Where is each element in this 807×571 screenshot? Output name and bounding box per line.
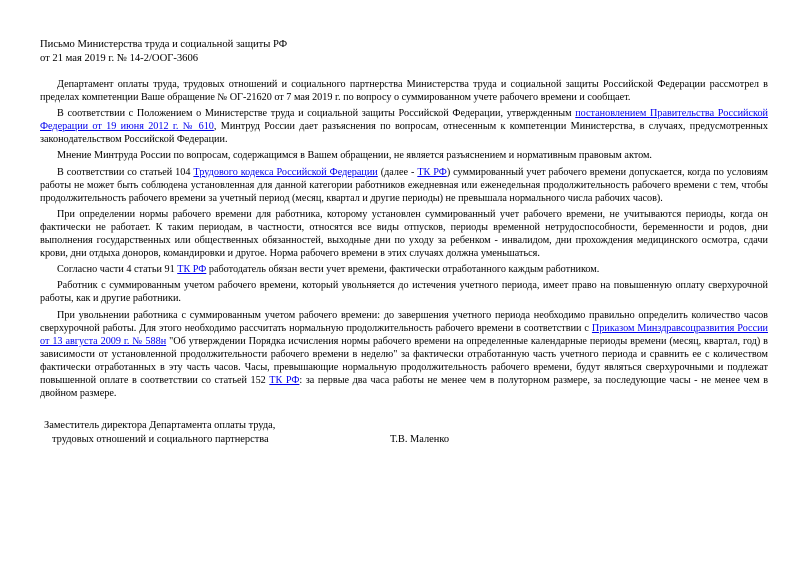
paragraph-text: Согласно части 4 статьи 91: [57, 264, 178, 276]
signer-name: Т.В. Маленко: [390, 434, 450, 445]
paragraph: [40, 263, 768, 276]
document-title: Письмо Министерства труда и социальной защиты РФ: [40, 39, 288, 50]
paragraph-text: В соответствии с Положением о Министерстве труда и социальной защиты Российской Федерации, утвержденным: [57, 108, 576, 120]
document-link[interactable]: Приказом Минздравсоцразвития России от 13 августа 2009 г. № 588н: [40, 322, 768, 347]
paragraph-text: (далее -: [377, 166, 418, 178]
signer-position-line2: трудовых отношений и социального партнерства: [52, 434, 269, 445]
paragraph-text: : за первые два часа работы не менее чем в полуторном размере, за последующие часы - не менее чем в двойном размере.: [40, 374, 768, 400]
paragraph-text: ) суммированный учет рабочего времени допускается, когда по условиям работы не может быть соблюдена установленная для данной категории работников ежедневная или еженедельная продолжительность рабочего времени с тем, чтобы продолжительность рабочего времени за учетный период (месяц, квартал и другие периоды) не превышала нормального числа рабочих часов).: [40, 166, 768, 204]
signature-block: [44, 419, 275, 447]
document-link[interactable]: ТК РФ: [177, 264, 207, 276]
paragraph-text: При определении нормы рабочего времени для работника, которому установлен суммированный учет рабочего времени, не учитываются периоды, когда он фактически не работает. К таким периодам, в частности, относятся все виды отпусков, периоды временной нетрудоспособности, беременности и родов, дни выполнения государственных или общественных обязанностей, выходные дни по уходу за ребенком - инвалидом, дни прохождения медицинского осмотра, сдачи крови, дни отдыха доноров, командировки и другое. Норма рабочего времени в этих случаях должна уменьшаться.: [40, 208, 768, 260]
document-header: [40, 38, 287, 66]
paragraph: [40, 309, 768, 401]
document-link[interactable]: Трудового кодекса Российской Федерации: [193, 166, 378, 178]
document-link[interactable]: постановлением Правительства Российской Федерации от 19 июня 2012 г. № 610: [40, 108, 768, 133]
paragraph: [40, 208, 768, 260]
paragraph: [40, 107, 768, 146]
paragraph: [40, 78, 768, 104]
document-body: [40, 78, 768, 403]
document-date-number: от 21 мая 2019 г. № 14-2/ООГ-3606: [40, 53, 199, 64]
document-link[interactable]: ТК РФ: [417, 166, 447, 178]
paragraph: [40, 149, 768, 162]
paragraph: [40, 279, 768, 305]
document-link[interactable]: ТК РФ: [269, 374, 300, 386]
paragraph-text: Работник с суммированным учетом рабочего времени, который увольняется до истечения учетного периода, имеет право на повышенную оплату сверхурочной работы, как и другие работники.: [40, 280, 768, 305]
paragraph-text: "Об утверждении Порядка исчисления нормы рабочего времени на определенные календарные периоды времени (месяц, квартал, год) в зависимости от установленной продолжительности рабочего времени в неделю" за фактически отработанную часть учетного периода и сравнить ее с количеством фактически отработанных в эту часть часов. Часы, превышающие нормальную продолжительность рабочего времени, будут являться сверхурочными и подлежат повышенной оплате в соответствии со статьей 152: [40, 335, 768, 386]
paragraph-text: , Минтруд России дает разъяснения по вопросам, отнесенным к компетенции Министерства, в случаях, предусмотренных законодательством Российской Федерации.: [40, 121, 768, 146]
paragraph-text: В соответствии со статьей 104: [57, 166, 194, 178]
paragraph-text: Мнение Минтруда России по вопросам, содержащимся в Вашем обращении, не является разъяснением и нормативным правовым актом.: [57, 150, 652, 162]
signer-position-line1: Заместитель директора Департамента оплаты труда,: [44, 420, 276, 431]
paragraph-text: работодатель обязан вести учет времени, фактически отработанного каждым работником.: [206, 264, 600, 276]
paragraph-text: Департамент оплаты труда, трудовых отношений и социального партнерства Министерства труда и социальной защиты Российской Федерации рассмотрел в пределах компетенции Ваше обращение № ОГ-21620 от 7 мая 2019 г. по вопросу о суммированном учете рабочего времени и сообщает.: [40, 79, 768, 104]
paragraph-text: При увольнении работника с суммированным учетом рабочего времени: до завершения учетного периода необходимо правильно определить количество часов сверхурочной работы. Для этого необходимо рассчитать нормальную продолжительность рабочего времени в соответствии с: [40, 309, 768, 334]
paragraph: [40, 166, 768, 205]
